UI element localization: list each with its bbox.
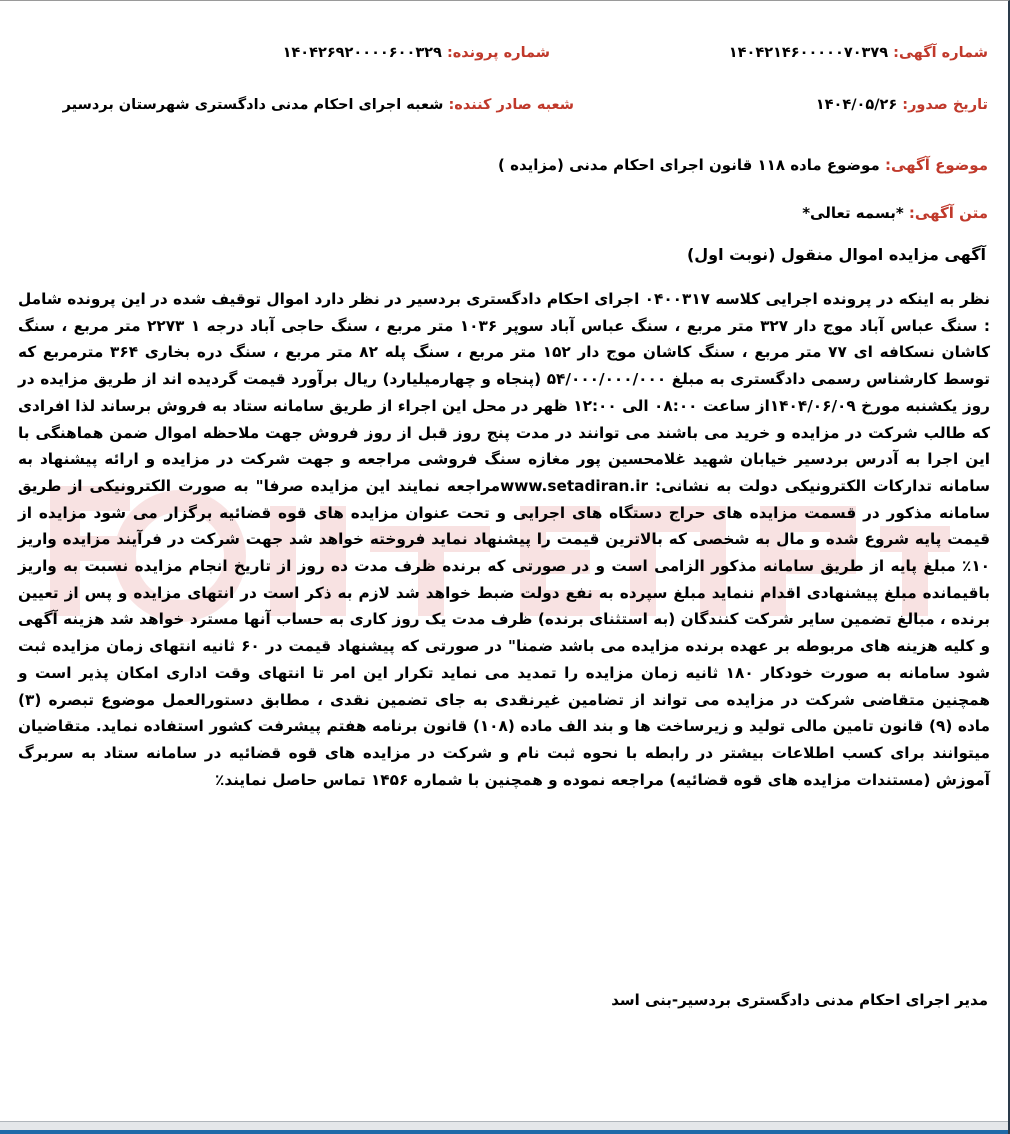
notice-number-row (729, 45, 988, 61)
notice-number: ۱۴۰۴۲۱۴۶۰۰۰۰۰۷۰۳۷۹ (728, 45, 889, 61)
issuing-branch-row (63, 97, 574, 113)
notice-number-label: شماره آگهی: (893, 45, 988, 61)
issue-date: ۱۴۰۴/۰۵/۲۶ (815, 97, 898, 113)
case-number-label: شماره پرونده: (446, 45, 550, 61)
text-label: متن آگهی: (908, 204, 988, 222)
case-number: ۱۴۰۴۲۶۹۲۰۰۰۰۶۰۰۳۲۹ (282, 45, 442, 61)
notice-title: آگهی مزایده اموال منقول (نوبت اول) (686, 245, 986, 264)
issuing-branch-label: شعبه صادر کننده: (448, 97, 574, 113)
issue-date-row (816, 97, 988, 113)
notice-body-paragraph: نظر به اینکه در پرونده اجرایی کلاسه ۰۴۰۰۳۱۷ اجرای احکام دادگستری بردسیر در نظر دارد اموال توقیف شده در این پرونده شامل : سنگ عباس آباد موج دار ۳۲۷ متر مربع ، سنگ عباس آباد سوپر ۱۰۳۶ متر مربع ، سنگ حاجی آباد درجه ۱ ۲۲۷۳ متر مربع ، سنگ کاشان نسکافه ای ۷۷ متر مربع ، سنگ کاشان موج دار ۱۵۲ متر مربع ، سنگ پله ۸۲ متر مربع ، سنگ دره بخاری ۳۶۴ مترمربع که توسط کارشناس رسمی دادگستری به مبلغ ۵۴/۰۰۰/۰۰۰/۰۰۰ (پنجاه و چهارمیلیارد) ریال برآورد قیمت گردیده اند از طریق مزایده در روز یکشنبه مورخ ۱۴۰۴/۰۶/۰۹از ساعت ۰۸:۰۰ الی ۱۲:۰۰ ظهر در محل این اجراء از طریق سامانه ستاد به فروش برساند لذا افرادی که طالب شرکت در مزایده و خرید می باشند می توانند در مدت پنج روز قبل از روز فروش جهت ملاحظه اموال ضمن هماهنگی با این اجرا به آدرس بردسیر خیابان شهید غلامحسین پور مغازه سنگ فروشی مراجعه و جهت شرکت در مزایده و ارائه پیشنهاد به سامانه تدارکات الکترونیکی دولت به نشانی: www.setadiran.irمراجعه نمایند این مزایده صرفا" به صورت الکترونیکی از طریق سامانه مذکور در قسمت مزایده های حراج دستگاه های اجرایی و تحت عنوان مزایده های قوه قضائیه برگزار می شود مزایده از قیمت پایه شروع شده و مال به شخصی که بالاترین قیمت را پیشنهاد نماید فروخته خواهد شد جهت شرکت در فرآیند مزایده واریز ۱۰٪ مبلغ پایه از طریق سامانه مذکور الزامی است و در صورتی که برنده ظرف مدت ده روز از تاریخ انجام مزایده نسبت به واریز باقیمانده مبلغ پیشنهادی اقدام ننماید مبلغ سپرده به نفع دولت ضبط خواهد شد لازم به ذکر است در انتهای مزایده و پس از تعیین برنده ، مبالغ تضمین سایر شرکت کنندگان (به استثنای برنده) ظرف مدت یک روز کاری به حساب آنها مسترد خواهد شد هزینه آگهی و کلیه هزینه های مربوطه بر عهده برنده مزایده می باشد ضمنا" در صورتی که پیشنهاد قیمت در ۶۰ ثانیه انتهای زمان مزایده ثبت شود سامانه به صورت خودکار ۱۸۰ ثانیه زمان مزایده را تمدید می نماید تکرار این امر تا انتهای وقت اداری امکان پذیر است و همچنین متقاضی شرکت در مزایده می تواند از تضامین غیرنقدی به جای تضمین نقدی ، مطابق دستورالعمل موضوع تبصره (۳) ماده (۹) قانون تامین مالی تولید و زیرساخت ها و بند الف ماده (۱۰۸) قانون برنامه هفتم پیشرفت کشور استفاده نماید. متقاضیان میتوانند برای کسب اطلاعات بیشتر در رابطه با نحوه ثبت نام و شرکت در مزایده های قوه قضائیه در سامانه ستاد به سربرگ آموزش (مستندات مزایده های قوه قضائیه) مراجعه نموده و همچنین با شماره ۱۴۵۶ تماس حاصل نمایند٪ (18, 290, 991, 789)
notice-body (18, 286, 990, 793)
text-intro: *بسمه تعالی* (802, 204, 904, 222)
case-number-row (283, 45, 550, 61)
text-intro-row (802, 204, 988, 222)
subject: موضوع ماده ۱۱۸ قانون اجرای احکام مدنی (مزایده ) (498, 156, 880, 174)
issue-date-label: تاریخ صدور: (902, 97, 988, 113)
signature: مدیر اجرای احکام مدنی دادگستری بردسیر-بنی اسد (611, 991, 988, 1009)
subject-row (498, 156, 988, 174)
bottom-strip (0, 1130, 1010, 1134)
subject-label: موضوع آگهی: (884, 156, 988, 174)
issuing-branch: شعبه اجرای احکام مدنی دادگستری شهرستان بردسیر (62, 97, 444, 113)
